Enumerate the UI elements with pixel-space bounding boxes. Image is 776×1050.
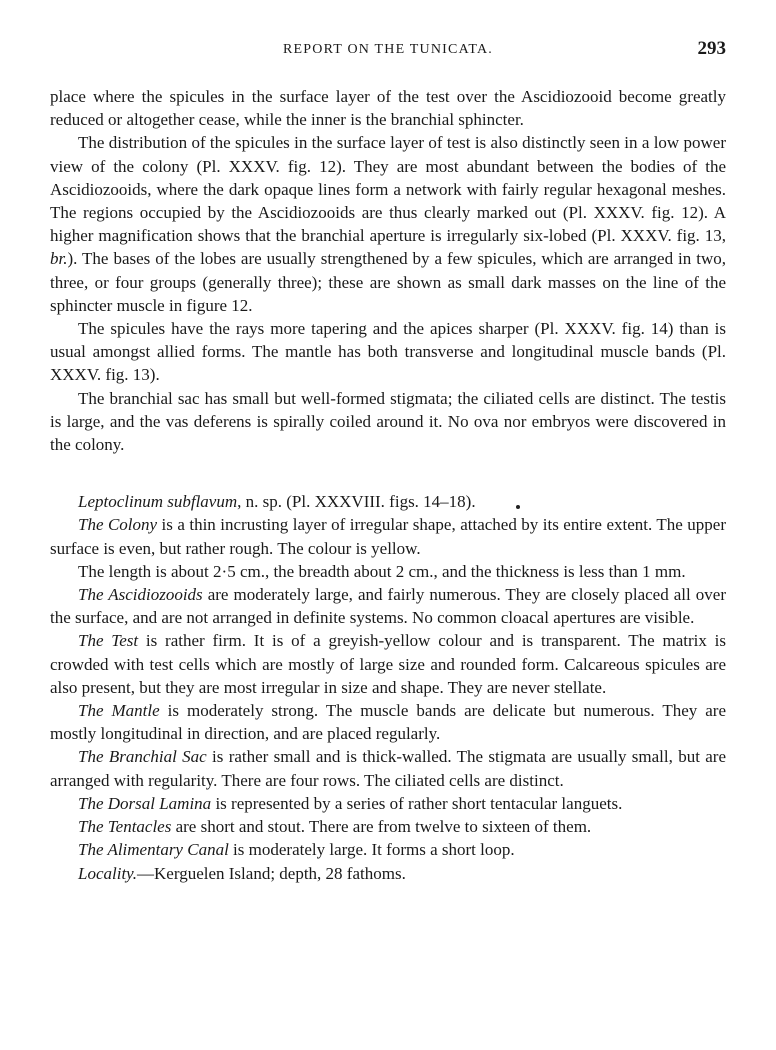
- paragraph-spicule-distribution: [50, 131, 726, 317]
- page-number: 293: [697, 38, 726, 59]
- description-ascidiozooids: [50, 583, 726, 629]
- figure-label: br.: [50, 249, 68, 269]
- page-body: [50, 85, 726, 885]
- running-title: REPORT ON THE TUNICATA.: [283, 42, 493, 57]
- section-label: The Tentacles: [78, 817, 172, 837]
- section-label: The Alimentary Canal: [78, 840, 229, 860]
- section-label: The Branchial Sac: [78, 747, 207, 767]
- paragraph-branchial-sac: The branchial sac has small but well-formed stigmata; the ciliated cells are distinct. The testis is large, and the vas deferens is spirally coiled around it. No ova nor embryos were discovered in the colony.: [50, 388, 726, 455]
- paragraph-text: The distribution of the spicules in the surface layer of test is also distinctly seen in a low power view of the colony (Pl. XXXV. fig. 12). They are most abundant between the bodies of the Ascidiozooids, where the dark opaque lines form a network with fairly regular hexagonal meshes. The regions occupied by the Ascidiozooids are thus clearly marked out (Pl. XXXV. fig. 12). A higher magnification shows that the branchial aperture is irregularly six-lobed (Pl. XXXV. fig. 13,: [50, 133, 726, 246]
- description-alimentary-canal: [50, 838, 726, 861]
- section-text: The length is about 2·5 cm., the breadth about 2 cm., and the thickness is less than 1 mm.: [78, 561, 686, 581]
- paragraph-continued: place where the spicules in the surface layer of the test over the Ascidiozooid become greatly reduced or altogether cease, while the inner is the branchial sphincter.: [50, 87, 726, 130]
- species-heading: [50, 490, 726, 513]
- section-label: Locality.: [78, 863, 138, 883]
- section-text: is represented by a series of rather short tentacular languets.: [211, 793, 623, 813]
- section-text: is rather small and is thick-walled. The stigmata are usually small, but are arranged with regularity. There are four rows. The ciliated cells are distinct.: [50, 747, 726, 790]
- section-text: is a thin incrusting layer of irregular shape, attached by its entire extent. The upper surface is even, but rather rough. The colour is yellow.: [50, 515, 726, 558]
- description-mantle: [50, 699, 726, 745]
- paragraph-text: ). The bases of the lobes are usually strengthened by a few spicules, which are arranged in two, three, or four groups (generally three); these are shown as small dark masses on the line of the sphincter muscle in figure 12.: [50, 249, 726, 315]
- section-label: The Test: [78, 631, 139, 651]
- description-dorsal-lamina: [50, 792, 726, 815]
- section-label: The Colony: [78, 515, 158, 535]
- section-text: —Kerguelen Island; depth, 28 fathoms.: [137, 863, 406, 883]
- species-reference: , n. sp. (Pl. XXXVIII. figs. 14–18).: [237, 492, 476, 512]
- description-locality: [50, 862, 726, 885]
- species-name: Leptoclinum subflavum: [78, 492, 238, 512]
- section-label: The Mantle: [78, 701, 160, 721]
- description-branchial-sac: [50, 745, 726, 791]
- section-text: is moderately large. It forms a short loop.: [228, 840, 515, 860]
- description-tentacles: [50, 815, 726, 838]
- section-label: The Dorsal Lamina: [78, 793, 212, 813]
- section-text: are short and stout. There are from twelve to sixteen of them.: [171, 817, 592, 837]
- section-text: is moderately strong. The muscle bands are delicate but numerous. They are mostly longitudinal in direction, and are placed regularly.: [50, 701, 727, 744]
- section-label: The Ascidiozooids: [78, 585, 203, 605]
- print-speck: [516, 505, 520, 509]
- description-test: [50, 629, 726, 699]
- description-colony: [50, 513, 726, 559]
- section-text: is rather firm. It is of a greyish-yellow colour and is transparent. The matrix is crowded with test cells which are mostly of large size and rounded form. Calcareous spicules are also present, but they are most irregular in size and shape. They are never stellate.: [50, 631, 726, 697]
- page-header: [50, 38, 726, 66]
- description-dimensions: [50, 560, 726, 583]
- paragraph-spicule-rays: The spicules have the rays more tapering and the apices sharper (Pl. XXXV. fig. 14) than is usual amongst allied forms. The mantle has both transverse and longitudinal muscle bands (Pl. XXXV. fig. 13).: [50, 319, 726, 385]
- section-text: are moderately large, and fairly numerous. They are closely placed all over the surface, and are not arranged in definite systems. No common cloacal apertures are visible.: [50, 585, 726, 628]
